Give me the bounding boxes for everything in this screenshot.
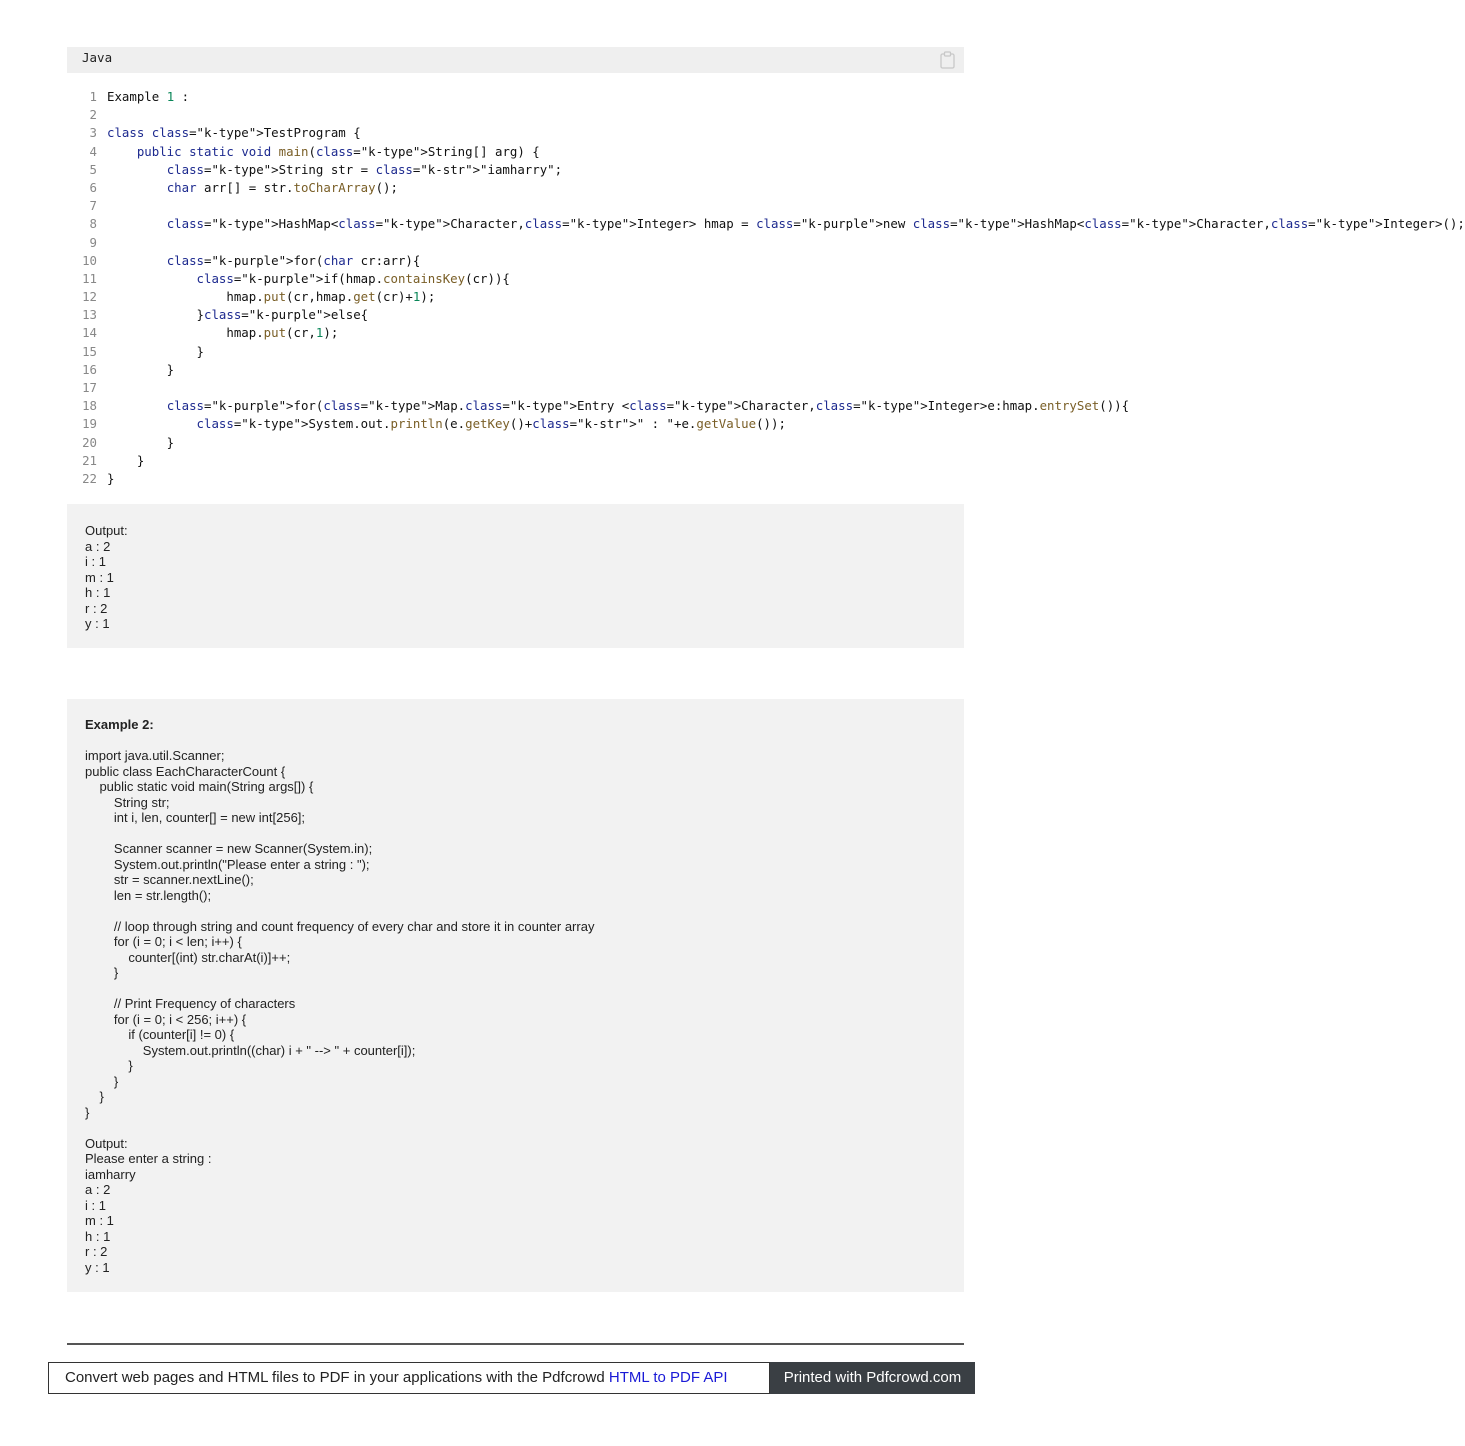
line-number: 13 [82, 307, 97, 323]
code-line [67, 252, 964, 270]
example-2-line: } [85, 1058, 133, 1073]
example-2-line: h : 1 [85, 1228, 111, 1244]
line-number: 7 [89, 198, 97, 214]
code-text: } [107, 452, 145, 468]
code-text: Example 1 : [107, 89, 190, 104]
example-2-line: System.out.println((char) i + " --> " + counter[i]); [85, 1042, 416, 1058]
code-text: class="k-purple">for(class="k-type">Map.class="k-type">Entry <class="k-type">Character,class="k-type">Integer>e:hmap.entrySet()){ [166, 398, 1130, 414]
line-number: 6 [89, 179, 97, 195]
code-line [67, 234, 964, 252]
example-2-line: Scanner scanner = new Scanner(System.in); [85, 841, 373, 856]
line-number: 5 [89, 161, 97, 177]
example-2-line: for (i = 0; i < len; i++) { [85, 934, 242, 949]
code-text: } [107, 361, 175, 377]
output-line: m : 1 [85, 569, 114, 585]
clipboard-copy-icon[interactable] [939, 51, 956, 69]
example-2-line: String str; [85, 794, 170, 810]
example-2-line: System.out.println("Please enter a string : "); [85, 856, 370, 872]
output-line: i : 1 [85, 554, 106, 569]
code-text: class class="k-type">TestProgram { [107, 125, 361, 141]
printed-with-pdfcrowd-link[interactable]: Printed with Pdfcrowd.com [770, 1362, 975, 1394]
line-number: 19 [82, 416, 97, 432]
line-number: 2 [89, 107, 97, 123]
code-text: class="k-type">System.out.println(e.getKey()+class="k-str">" : "+e.getValue()); [196, 416, 786, 432]
example-2-line: iamharry [85, 1166, 136, 1182]
code-text: class="k-type">HashMap<class="k-type">Character,class="k-type">Integer> hmap = class="k-purple">new class="k-type">HashMap<class="k-type">Character,class="k-type">Integer>(); [166, 216, 1465, 232]
line-number: 10 [82, 252, 97, 268]
code-block [67, 88, 1465, 488]
code-line [67, 343, 964, 361]
line-number: 21 [82, 452, 97, 468]
line-number: 8 [89, 216, 97, 232]
output-line: Output: [85, 523, 128, 538]
example-2-line: r : 2 [85, 1244, 108, 1259]
example-2-line: Output: [85, 1135, 128, 1151]
example-2-line: y : 1 [85, 1259, 110, 1275]
code-line [67, 452, 964, 470]
line-number: 9 [89, 234, 97, 250]
example-2-line: a : 2 [85, 1182, 111, 1197]
code-text: hmap.put(cr,hmap.get(cr)+1); [107, 289, 436, 305]
code-line [67, 106, 964, 124]
example-2-line: for (i = 0; i < 256; i++) { [85, 1011, 247, 1027]
output-line: y : 1 [85, 616, 110, 631]
banner-text: Convert web pages and HTML files to PDF in your applications with the Pdfcrowd [65, 1369, 609, 1386]
line-number: 11 [82, 270, 97, 286]
code-text: } [107, 470, 115, 486]
example-2-line: public class EachCharacterCount { [85, 763, 286, 779]
code-line [67, 88, 964, 106]
example-2-line: if (counter[i] != 0) { [85, 1027, 235, 1042]
example-2-title: Example 2: [85, 717, 154, 732]
code-line [67, 415, 964, 433]
example-2-line [85, 903, 946, 919]
example-2-line: // Print Frequency of characters [85, 996, 296, 1011]
example-2-line: len = str.length(); [85, 887, 212, 903]
line-number: 15 [82, 343, 97, 359]
code-text: public static void main(class="k-type">String[] arg) { [136, 143, 540, 159]
output-block-1 [67, 504, 964, 648]
footer-divider [67, 1343, 964, 1345]
example-2-line: import java.util.Scanner; [85, 748, 225, 763]
output-line: r : 2 [85, 600, 108, 616]
code-block-header [67, 47, 964, 73]
code-text: } [107, 434, 175, 450]
code-text: }class="k-purple">else{ [107, 307, 369, 323]
example-2-line [85, 826, 946, 842]
line-number: 18 [82, 398, 97, 414]
example-2-line [85, 733, 946, 749]
output-line: a : 2 [85, 538, 111, 554]
code-line [67, 324, 964, 342]
code-line [67, 215, 1465, 233]
line-number: 12 [82, 289, 97, 305]
line-number: 20 [82, 434, 97, 450]
code-line [67, 143, 964, 161]
code-text: } [107, 343, 204, 359]
code-text: class="k-type">String str = class="k-str">"iamharry"; [166, 161, 563, 177]
example-2-line: int i, len, counter[] = new int[256]; [85, 810, 306, 825]
code-text: char arr[] = str.toCharArray(); [166, 179, 398, 195]
code-line [67, 197, 964, 215]
code-line [67, 124, 964, 142]
code-line [67, 161, 964, 179]
line-number: 16 [82, 361, 97, 377]
example-2-line: } [85, 965, 119, 980]
code-line [67, 397, 1130, 415]
example-2-line: public static void main(String args[]) { [85, 779, 314, 794]
line-number: 4 [89, 143, 97, 159]
example-2-block [67, 699, 964, 1292]
code-line [67, 270, 964, 288]
example-2-line: } [85, 1089, 104, 1104]
code-text: hmap.put(cr,1); [107, 325, 339, 341]
code-line [67, 470, 964, 488]
code-line [67, 361, 964, 379]
line-number: 1 [89, 89, 97, 104]
example-2-line: // loop through string and count frequency of every char and store it in counter array [85, 918, 595, 934]
code-line [67, 179, 964, 197]
code-language-label: Java [82, 50, 113, 65]
code-line [67, 379, 964, 397]
example-2-line [85, 981, 946, 997]
html-to-pdf-api-link[interactable]: HTML to PDF API [608, 1369, 728, 1386]
code-line [67, 306, 964, 324]
example-2-line: i : 1 [85, 1197, 106, 1213]
example-2-line: counter[(int) str.charAt(i)]++; [85, 949, 291, 965]
pdfcrowd-banner [48, 1362, 770, 1394]
code-text: class="k-purple">if(hmap.containsKey(cr)){ [196, 270, 510, 286]
example-2-line: } [85, 1104, 90, 1120]
example-2-line: str = scanner.nextLine(); [85, 872, 254, 887]
example-2-line: m : 1 [85, 1213, 114, 1228]
example-2-line [85, 1120, 946, 1136]
line-number: 14 [82, 325, 97, 341]
line-number: 3 [89, 125, 97, 141]
output-line: h : 1 [85, 585, 111, 600]
example-2-line: Please enter a string : [85, 1151, 212, 1166]
line-number: 17 [82, 380, 97, 395]
code-line [67, 434, 964, 452]
line-number: 22 [82, 470, 97, 486]
code-text: class="k-purple">for(char cr:arr){ [166, 252, 421, 268]
example-2-line: } [85, 1073, 119, 1089]
code-line [67, 288, 964, 306]
